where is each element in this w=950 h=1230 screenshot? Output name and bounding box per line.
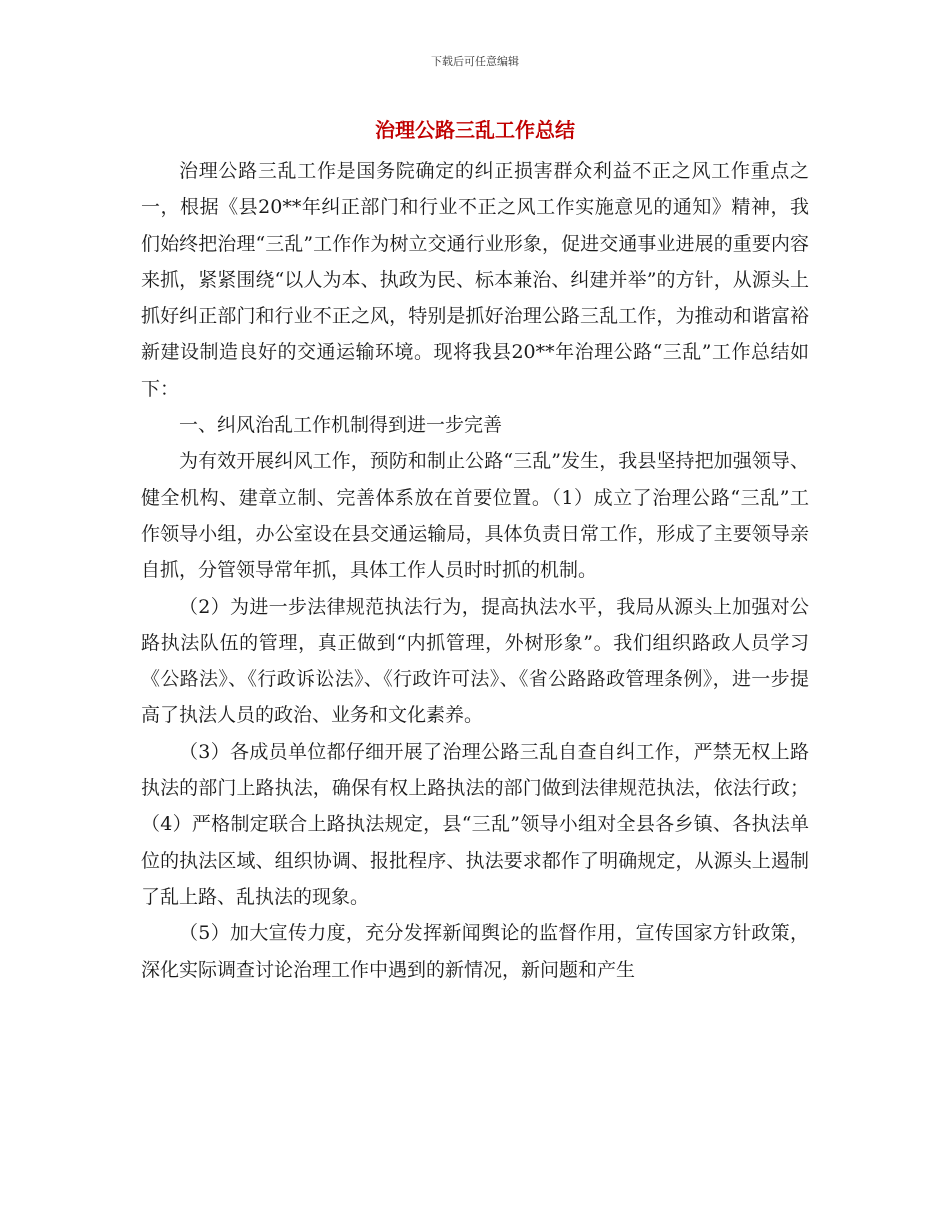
- paragraph-2: （2）为进一步法律规范执法行为，提高执法水平，我局从源头上加强对公路执法队伍的管理，真正做到“内抓管理，外树形象”。我们组织路政人员学习《公路法》、《行政诉讼法》、《行政许可法》、《省公路路政管理条例》，进一步提高了执法人员的政治、业务和文化素养。: [141, 595, 809, 727]
- document-body: [141, 153, 809, 988]
- paragraph-3: （3）各成员单位都仔细开展了治理公路三乱自查自纠工作，严禁无权上路执法的部门上路执法，确保有权上路执法的部门做到法律规范执法，依法行政；（4）严格制定联合上路执法规定，县“三乱”领导小组对全县各乡镇、各执法单位的执法区域、组织协调、报批程序、执法要求都作了明确规定，从源头上遏制了乱上路、乱执法的现象。: [141, 740, 809, 908]
- paragraph-1: 为有效开展纠风工作，预防和制止公路“三乱”发生，我县坚持把加强领导、健全机构、建章立制、完善体系放在首要位置。（1）成立了治理公路“三乱”工作领导小组，办公室设在县交通运输局，具体负责日常工作，形成了主要领导亲自抓，分管领导常年抓，具体工作人员时时抓的机制。: [141, 450, 809, 582]
- paragraph-intro: 治理公路三乱工作是国务院确定的纠正损害群众利益不正之风工作重点之一，根据《县20**年纠正部门和行业不正之风工作实施意见的通知》精神，我们始终把治理“三乱”工作作为树立交通行业形象，促进交通事业进展的重要内容来抓，紧紧围绕“以人为本、执政为民、标本兼治、纠建并举”的方针，从源头上抓好纠正部门和行业不正之风，特别是抓好治理公路三乱工作，为推动和谐富裕新建设制造良好的交通运输环境。现将我县20**年治理公路“三乱”工作总结如下：: [141, 160, 809, 400]
- document-title: 治理公路三乱工作总结: [375, 118, 575, 142]
- section-heading-1: 一、纠风治乱工作机制得到进一步完善: [179, 414, 503, 437]
- paragraph-4: （5）加大宣传力度，充分发挥新闻舆论的监督作用，宣传国家方针政策，深化实际调查讨论治理工作中遇到的新情况，新问题和产生: [141, 922, 809, 981]
- page-header: 下载后可任意编辑: [431, 55, 519, 68]
